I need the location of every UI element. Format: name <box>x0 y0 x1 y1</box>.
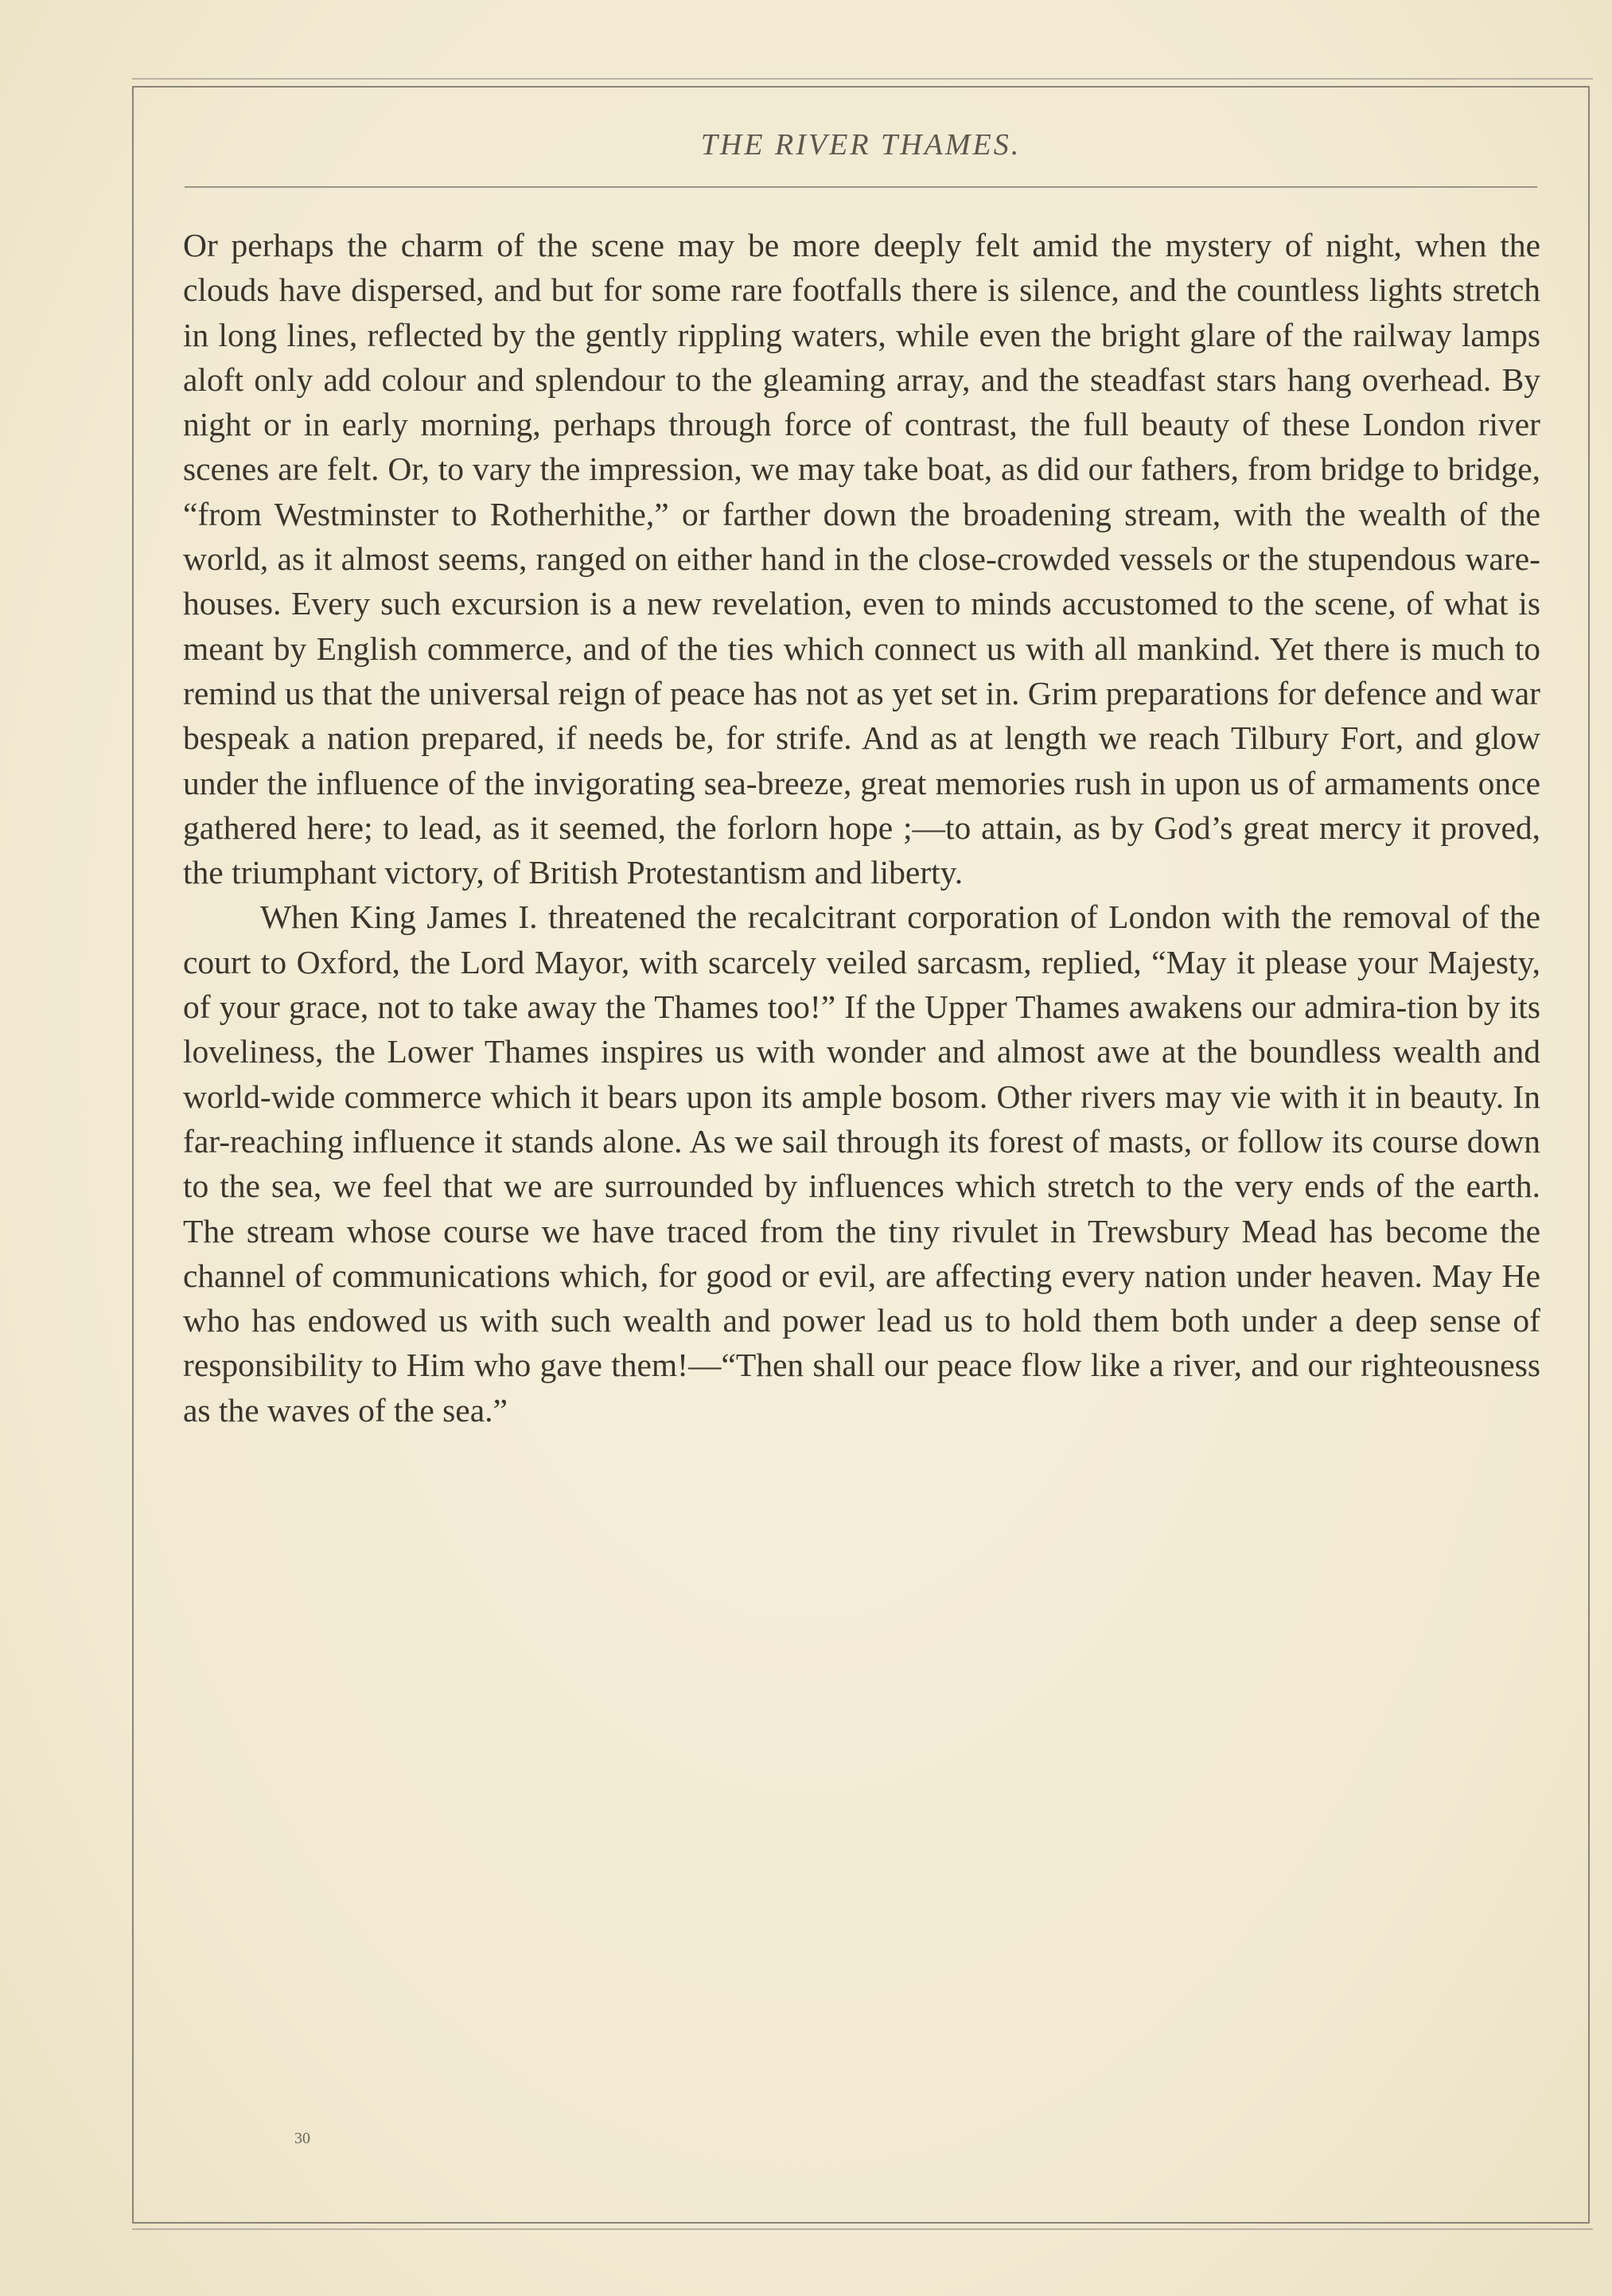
frame-bottom-rule <box>132 2228 1593 2230</box>
frame-top-rule <box>132 78 1593 80</box>
header-rule <box>185 186 1537 188</box>
body-text <box>183 223 1540 1433</box>
paragraph-1: Or perhaps the charm of the scene may be more deeply felt amid the mystery of night, when the clouds have dispersed, and but for some rare footfalls there is silence, and the countless lights stretch in long lines, reflected by the gently rippling waters, while even the bright glare of the railway lamps aloft only add colour and splendour to the gleaming array, and the steadfast stars hang overhead. By night or in early morning, perhaps through force of contrast, the full beauty of these London river scenes are felt. Or, to vary the impression, we may take boat, as did our fathers, from bridge to bridge, “from Westminster to Rotherhithe,” or farther down the broadening stream, with the wealth of the world, as it almost seems, ranged on either hand in the close-crowded vessels or the stupendous ware-houses. Every such excursion is a new revelation, even to minds accustomed to the scene, of what is meant by English commerce, and of the ties which connect us with all mankind. Yet there is much to remind us that the universal reign of peace has not as yet set in. Grim preparations for defence and war bespeak a nation prepared, if needs be, for strife. And as at length we reach Tilbury Fort, and glow under the influence of the invigorating sea-breeze, great memories rush in upon us of armaments once gathered here; to lead, as it seemed, the forlorn hope ;—to attain, as by God’s great mercy it proved, the triumphant victory, of British Protestantism and liberty. <box>183 227 1540 891</box>
paragraph-2: When King James I. threatened the recalcitrant corporation of London with the removal of the court to Oxford, the Lord Mayor, with scarcely veiled sarcasm, replied, “May it please your Majesty, of your grace, not to take away the Thames too!” If the Upper Thames awakens our admira-tion by its loveliness, the Lower Thames inspires us with wonder and almost awe at the boundless wealth and world-wide commerce which it bears upon its ample bosom. Other rivers may vie with it in beauty. In far-reaching influence it stands alone. As we sail through its forest of masts, or follow its course down to the sea, we feel that we are surrounded by influences which stretch to the very ends of the earth. The stream whose course we have traced from the tiny rivulet in Trewsbury Mead has become the channel of communications which, for good or evil, are affecting every nation under heaven. May He who has endowed us with such wealth and power lead us to hold them both under a deep sense of responsibility to Him who gave them!—“Then shall our peace flow like a river, and our righteousness as the waves of the sea.” <box>183 899 1540 1429</box>
page-number: 30 <box>294 2130 310 2147</box>
running-head: THE RIVER THAMES. <box>700 128 1022 162</box>
